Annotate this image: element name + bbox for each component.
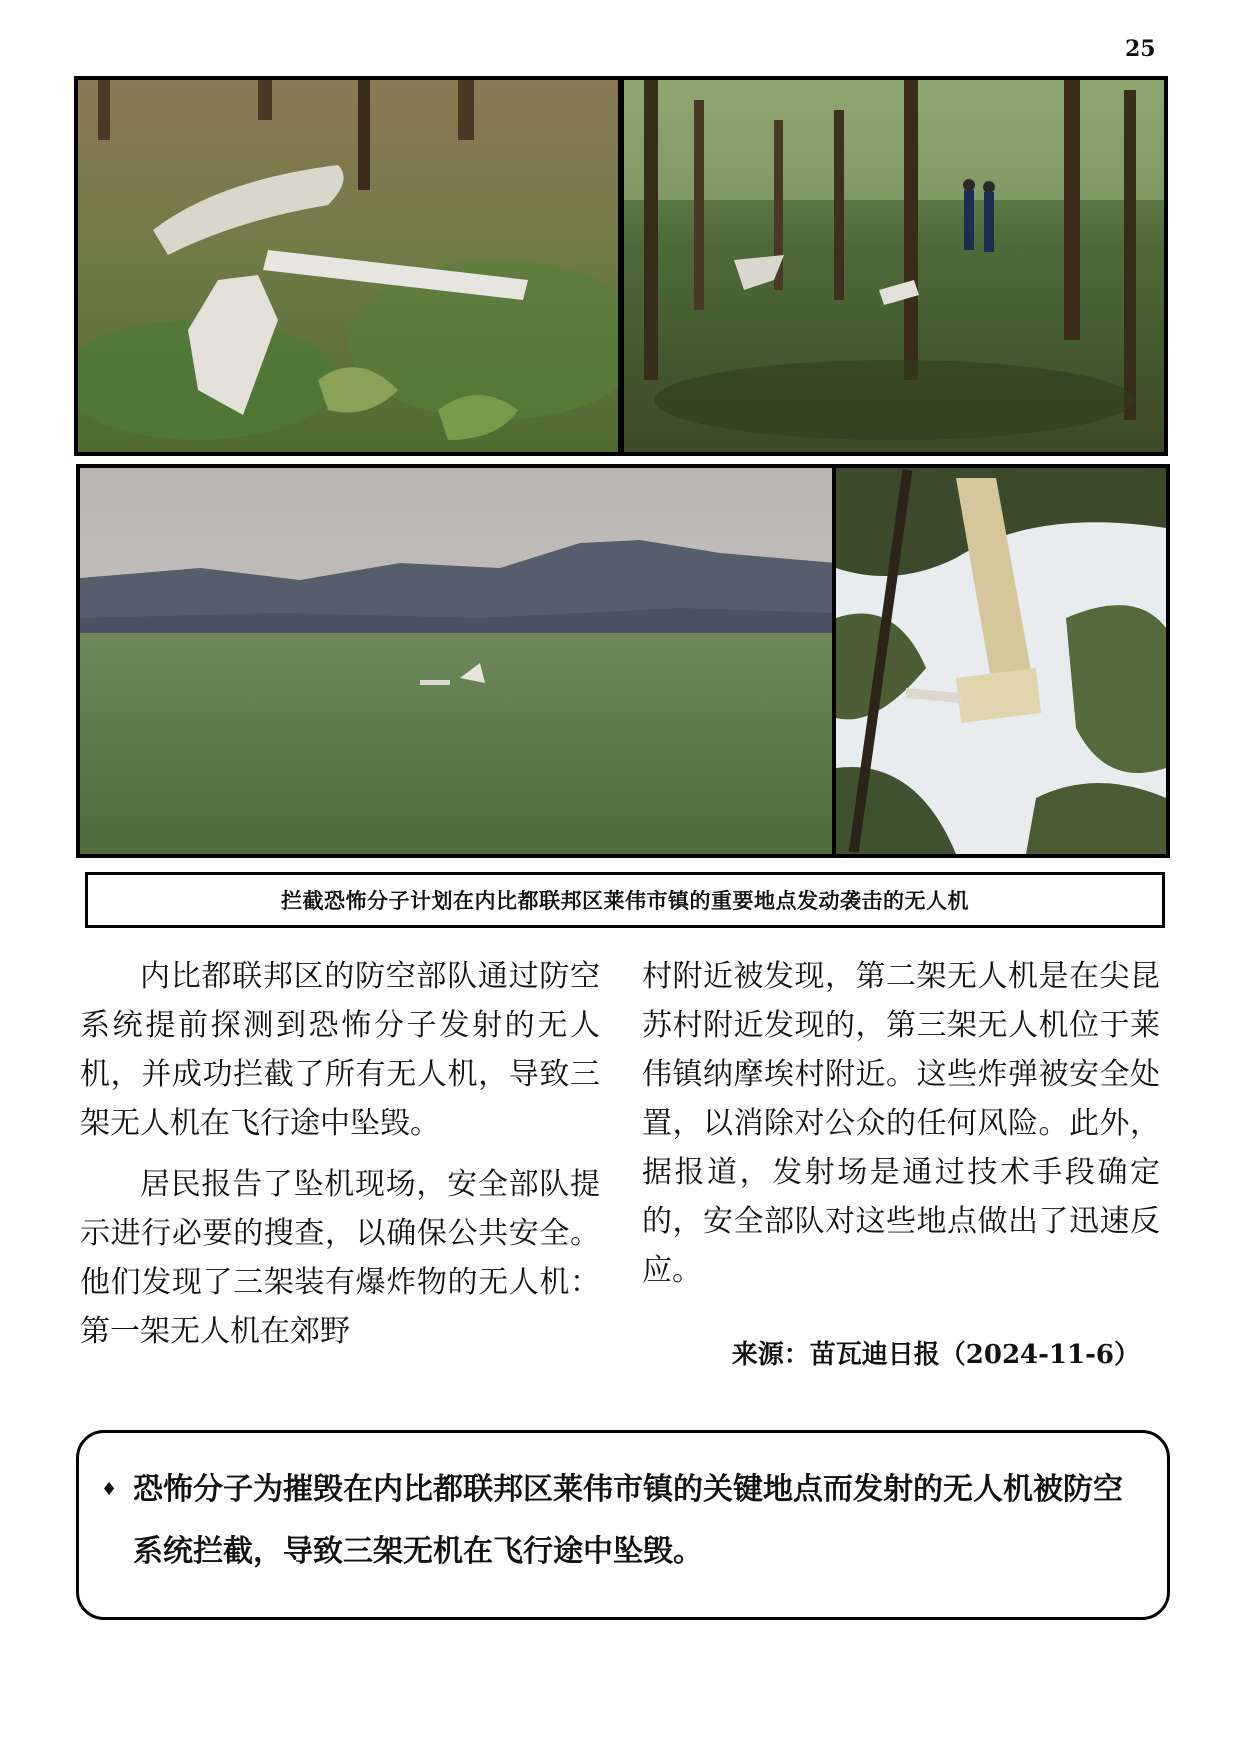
photo-caption: 拦截恐怖分子计划在内比都联邦区莱伟市镇的重要地点发动袭击的无人机 xyxy=(85,872,1165,928)
article-right-column xyxy=(642,952,1160,1380)
article-source: 来源：苗瓦迪日报（2024-11-6） xyxy=(731,1340,1140,1370)
page-number: 25 xyxy=(1125,36,1156,62)
article-left-column xyxy=(80,952,600,1368)
photo-drone-wreckage-closeup xyxy=(74,76,622,456)
article-paragraph: 内比都联邦区的防空部队通过防空系统提前探测到恐怖分子发射的无人机，并成功拦截了所有无人机，导致三架无人机在飞行途中坠毁。 xyxy=(80,959,600,1141)
summary-text: 恐怖分子为摧毁在内比都联邦区莱伟市镇的关键地点而发射的无人机被防空系统拦截，导致三架无机在飞行途中坠毁。 xyxy=(133,1472,1123,1569)
article-paragraph: 居民报告了坠机现场，安全部队提示进行必要的搜查，以确保公共安全。他们发现了三架装有爆炸物的无人机：第一架无人机在郊野 xyxy=(80,1167,600,1349)
diamond-bullet-icon: ♦ xyxy=(101,1479,118,1500)
photo-drone-in-tree xyxy=(832,464,1170,858)
summary-box xyxy=(76,1430,1170,1620)
photo-forest-crash-site xyxy=(620,76,1168,456)
photo-field-mountains xyxy=(76,464,840,858)
article-paragraph: 村附近被发现，第二架无人机是在尖昆苏村附近发现的，第三架无人机位于莱伟镇纳摩埃村附近。这些炸弹被安全处置，以消除对公众的任何风险。此外，据报道，发射场是通过技术手段确定的，安全部队对这些地点做出了迅速反应。 xyxy=(642,959,1160,1288)
